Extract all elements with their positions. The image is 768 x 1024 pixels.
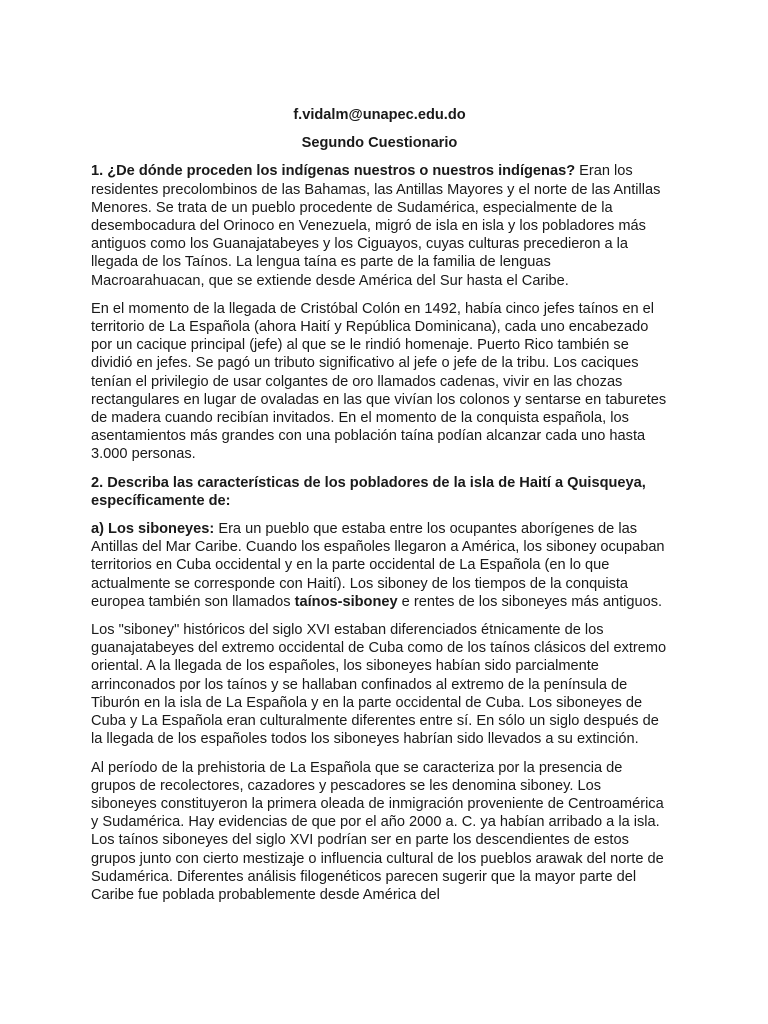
siboneyes-label: a) Los siboneyes:: [91, 521, 215, 538]
siboneyes-paragraph-3: Al período de la prehistoria de La Española que se caracteriza por la presencia de grupos de recolectores, cazadores y pescadores se les denomina siboney. Los siboneyes constituyeron la primera oleada de inmigración proveniente de Centroamérica y Sudamérica. Hay evidencias de que por el año 2000 a. C. ya habían arribado a la isla. Los taínos siboneyes del siglo XVI podrían ser en parte los descendientes de estos grupos junto con cierto mestizaje o influencia cultural de los pueblos arawak del norte de Sudamérica. Diferentes análisis filogenéticos parecen sugerir que la mayor parte del Caribe fue poblada probablemente desde América del: [91, 759, 664, 903]
siboneyes-text-2: e rentes de los siboneyes más antiguos.: [397, 593, 663, 610]
siboneyes-paragraph-2: Los "siboney" históricos del siglo XVI estaban diferenciados étnicamente de los guanajatabeyes del extremo occidental de Cuba como de los taínos clásicos del extremo oriental. A la llegada de los españoles, los siboneyes habían sido parcialmente arrinconados por los taínos y se hallaban confinados al extremo de la península de Tiburón en la isla de La Española y en la parte occidental de Cuba. Los siboneyes de Cuba y La Española eran culturalmente diferentes entre sí. En sólo un siglo después de la llegada de los españoles todos los siboneyes habrían sido llevados a su extinción.: [91, 622, 667, 748]
question-2-text: [91, 474, 668, 510]
siboneyes-paragraph: [91, 520, 668, 611]
question-1-paragraph: [91, 162, 668, 289]
author-email: f.vidalm@unapec.edu.do: [293, 107, 466, 123]
document-title: Segundo Cuestionario: [301, 135, 458, 152]
question-2-heading: 2. Describa las características de los pobladores de la isla de Haití a Quisqueya, específicamente de:: [91, 474, 646, 509]
question-1-answer: Eran los residentes precolombinos de las Bahamas, las Antillas Mayores y el norte de las Antillas Menores. Se trata de un pueblo procedente de Sudamérica, especialmente de la desembocadura del Orinoco en Venezuela, migró de isla en isla y los pobladores más antiguos como los Guanajatabeyes y los Ciguayos, cuyas culturas precedieron a la llegada de los Taínos. La lengua taína es parte de la familia de lenguas Macroarahuacan, que se extiende desde América del Sur hasta el Caribe.: [91, 163, 661, 289]
siboneyes-text-1: Era un pueblo que estaba entre los ocupantes aborígenes de las Antillas del Mar Caribe. Cuando los españoles llegaron a América, los siboney ocupaban territorios en Cuba occidental y en la parte occidental de La Española (en lo que actualmente se corresponde con Haití). Los siboney de los tiempos de la conquista europea también son llamados: [91, 521, 665, 610]
siboneyes-bold-term: taínos-siboney: [294, 593, 398, 610]
question-1-text: 1. ¿De dónde proceden los indígenas nuestros o nuestros indígenas?: [91, 163, 576, 180]
question-1-paragraph-2: En el momento de la llegada de Cristóbal Colón en 1492, había cinco jefes taínos en el territorio de La Española (ahora Haití y República Dominicana), cada uno encabezado por un cacique principal (jefe) al que se le rindió homenaje. Puerto Rico también se dividió en jefes. Se pagó un tributo significativo al jefe o jefe de la tribu. Los caciques tenían el privilegio de usar colgantes de oro llamados cadenas, vivir en las chozas rectangulares en lugar de ovaladas en las que vivían los colonos y sentarse en taburetes de madera cuando recibían invitados. En el momento de la conquista española, los asentamientos más grandes con una población taína podían alcanzar cada uno hasta 3.000 personas.: [91, 300, 667, 463]
